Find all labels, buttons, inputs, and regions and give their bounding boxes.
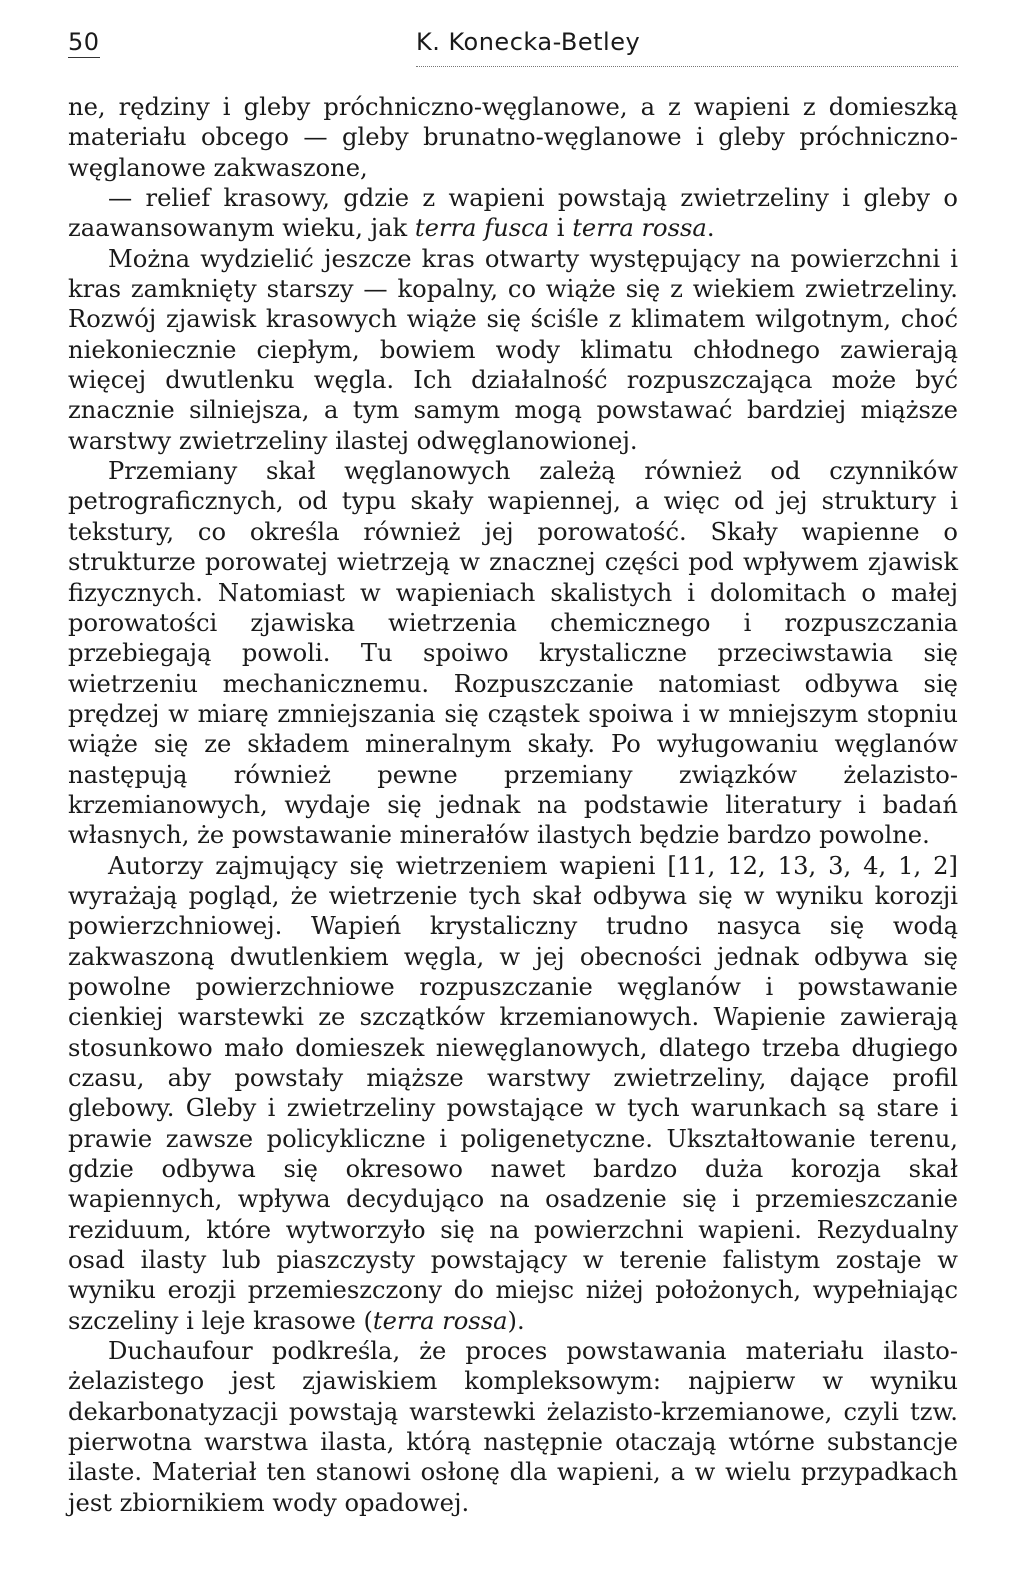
text-run: Duchaufour podkreśla, że proces powstawania materiału ilasto-żelazistego jest zjawiskiem kompleksowym: najpierw w wyniku dekarbonatyzacji powstają warstewki żelazisto-krzemianowe, czyli tzw. pierwotna warstwa ilasta, którą następnie otaczają wtórne substancje ilaste. Materiał ten stanowi osłonę dla wapieni, a w wielu przypadkach jest zbiornikiem wody opadowej. (68, 1337, 958, 1517)
text-run: ). (507, 1306, 525, 1335)
text-run: . (706, 214, 715, 243)
italic-term: terra fusca (414, 214, 550, 243)
text-run: Autorzy zajmujący się wietrzeniem wapieni [11, 12, 13, 3, 4, 1, 2] wyrażają pogląd, że wietrzenie tych skał odbywa się w wyniku korozji powierzchniowej. Wapień krystaliczny trudno nasyca się wodą zakwaszoną dwutlenkiem węgla, w jej obecności jednak odbywa się powolne powierzchniowe rozpuszczanie węglanów i powstawanie cienkiej warstewki ze szczątków krzemianowych. Wapienie zawierają stosunkowo mało domieszek niewęglanowych, dlatego trzeba długiego czasu, aby powstały miąższe warstwy zwietrzeliny, dające profil glebowy. Gleby i zwietrzeliny powstające w tych warunkach są stare i prawie zawsze policykliczne i poligenetyczne. Ukształtowanie terenu, gdzie odbywa się okresowo nawet bardzo duża korozja skał wapiennych, wpływa decydująco na osadzenie się i przemieszczanie reziduum, które wytworzyło się na powierzchni wapieni. Rezydualny osad ilasty lub piaszczysty powstający w terenie falistym zostaje w wyniku erozji przemieszczony do miejsc niżej położonych, wypełniając szczeliny i leje krasowe ( (68, 851, 958, 1335)
running-head-author: K. Konecka-Betley (416, 28, 641, 56)
running-head (68, 22, 958, 64)
paragraph (68, 456, 958, 850)
italic-term: terra rossa (372, 1306, 508, 1335)
text-run: Można wydzielić jeszcze kras otwarty występujący na powierzchni i kras zamknięty starszy — kopalny, co wiąże się z wiekiem zwietrzeliny. Rozwój zjawisk krasowych wiąże się ściśle z klimatem wilgotnym, choć niekoniecznie ciepłym, bowiem wody klimatu chłodnego zawierają więcej dwutlenku węgla. Ich działalność rozpuszczająca może być znacznie silniejsza, a tym samym mogą powstawać bardziej miąższe warstwy zwietrzeliny ilastej odwęglanowionej. (68, 244, 958, 455)
body-text (68, 92, 958, 1518)
text-run: i (549, 214, 573, 243)
text-run: ne, rędziny i gleby próchniczno-węglanowe, a z wapieni z domieszką materiału obcego — gleby brunatno-węglanowe i gleby próchniczno-węglanowe zakwaszone, (68, 93, 958, 182)
header-rule (416, 66, 958, 67)
paragraph (68, 851, 958, 1337)
page-number: 50 (68, 28, 100, 56)
text-run: — relief krasowy, gdzie z wapieni powstają zwietrzeliny i gleby o zaawansowanym wieku, jak (68, 184, 958, 243)
paragraph-continuation (68, 92, 958, 183)
text-run: Przemiany skał węglanowych zależą również od czynników petrograficznych, od typu skały wapiennej, a więc od jej struktury i tekstury, co określa również jej porowatość. Skały wapienne o strukturze porowatej wietrzeją w znacznej części pod wpływem zjawisk fizycznych. Natomiast w wapieniach skalistych i dolomitach o małej porowatości zjawiska wietrzenia chemicznego i rozpuszczania przebiegają powoli. Tu spoiwo krystaliczne przeciwstawia się wietrzeniu mechanicznemu. Rozpuszczanie natomiast odbywa się prędzej w miarę zmniejszania się cząstek spoiwa i w mniejszym stopniu wiąże się ze składem mineralnym skały. Po wyługowaniu węglanów następują również pewne przemiany związków żelazisto-krzemianowych, wydaje się jednak na podstawie literatury i badań własnych, że powstawanie minerałów ilastych będzie bardzo powolne. (68, 457, 958, 850)
paragraph (68, 1336, 958, 1518)
paragraph (68, 244, 958, 456)
italic-term: terra rossa (572, 214, 707, 243)
paragraph-dash-item (68, 183, 958, 244)
document-page (68, 22, 958, 1518)
